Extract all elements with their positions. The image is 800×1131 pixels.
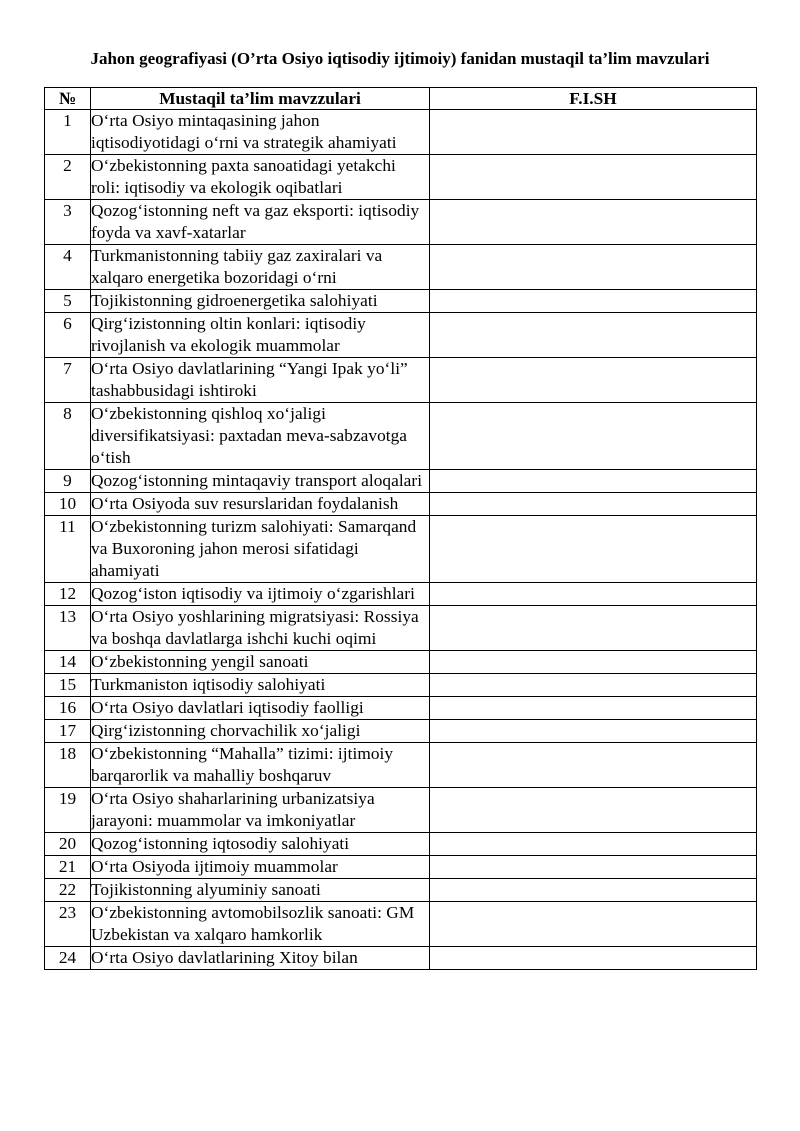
row-topic: O‘zbekistonning turizm salohiyati: Samarqand va Buxoroning jahon merosi sifatidagi ahamiyati [91,516,430,583]
header-topic: Mustaqil ta’lim mavzzulari [91,88,430,110]
table-row [45,720,757,743]
table-row [45,200,757,245]
table-row [45,651,757,674]
row-number: 11 [45,516,91,583]
row-topic: Qozog‘iston iqtisodiy va ijtimoiy o‘zgarishlari [91,583,430,606]
table-row [45,674,757,697]
table-row [45,743,757,788]
row-number: 23 [45,902,91,947]
row-name-cell[interactable] [430,788,757,833]
row-number: 14 [45,651,91,674]
row-number: 3 [45,200,91,245]
row-topic: O‘zbekistonning qishloq xo‘jaligi diversifikatsiyasi: paxtadan meva-sabzavotga o‘tish [91,403,430,470]
row-number: 13 [45,606,91,651]
row-topic: Qirg‘izistonning oltin konlari: iqtisodiy rivojlanish va ekologik muammolar [91,313,430,358]
document-title: Jahon geografiyasi (O’rta Osiyo iqtisodiy ijtimoiy) fanidan mustaqil ta’lim mavzulari [90,49,710,68]
row-name-cell[interactable] [430,651,757,674]
table-body [45,110,757,970]
row-name-cell[interactable] [430,856,757,879]
table-row [45,833,757,856]
table-row [45,902,757,947]
row-topic: Tojikistonning gidroenergetika salohiyati [91,290,430,313]
row-topic: Tojikistonning alyuminiy sanoati [91,879,430,902]
row-name-cell[interactable] [430,200,757,245]
row-number: 15 [45,674,91,697]
row-number: 10 [45,493,91,516]
table-row [45,403,757,470]
row-name-cell[interactable] [430,290,757,313]
row-name-cell[interactable] [430,155,757,200]
row-number: 21 [45,856,91,879]
row-name-cell[interactable] [430,902,757,947]
table-row [45,313,757,358]
row-topic: Qozog‘istonning mintaqaviy transport aloqalari [91,470,430,493]
table-row [45,155,757,200]
row-name-cell[interactable] [430,720,757,743]
row-topic: Qozog‘istonning iqtosodiy salohiyati [91,833,430,856]
row-topic: Qozog‘istonning neft va gaz eksporti: iqtisodiy foyda va xavf-xatarlar [91,200,430,245]
header-number: № [45,88,91,110]
row-name-cell[interactable] [430,516,757,583]
row-name-cell[interactable] [430,313,757,358]
row-topic: O‘rta Osiyo mintaqasining jahon iqtisodiyotidagi o‘rni va strategik ahamiyati [91,110,430,155]
row-topic: O‘rta Osiyo davlatlarining “Yangi Ipak yo‘li” tashabbusidagi ishtiroki [91,358,430,403]
row-name-cell[interactable] [430,606,757,651]
row-number: 22 [45,879,91,902]
table-row [45,879,757,902]
topics-table [44,87,757,970]
row-number: 19 [45,788,91,833]
row-name-cell[interactable] [430,583,757,606]
row-topic: Qirg‘izistonning chorvachilik xo‘jaligi [91,720,430,743]
table-row [45,493,757,516]
row-topic: O‘zbekistonning paxta sanoatidagi yetakchi roli: iqtisodiy va ekologik oqibatlari [91,155,430,200]
row-topic: O‘rta Osiyoda suv resurslaridan foydalanish [91,493,430,516]
row-name-cell[interactable] [430,470,757,493]
row-topic: O‘rta Osiyo davlatlarining Xitoy bilan [91,947,430,970]
row-topic: O‘zbekistonning “Mahalla” tizimi: ijtimoiy barqarorlik va mahalliy boshqaruv [91,743,430,788]
row-topic: O‘rta Osiyo yoshlarining migratsiyasi: Rossiya va boshqa davlatlarga ishchi kuchi oqimi [91,606,430,651]
table-row [45,606,757,651]
row-number: 24 [45,947,91,970]
row-topic: O‘zbekistonning yengil sanoati [91,651,430,674]
row-number: 18 [45,743,91,788]
row-number: 20 [45,833,91,856]
table-row [45,516,757,583]
row-number: 5 [45,290,91,313]
row-name-cell[interactable] [430,833,757,856]
table-row [45,470,757,493]
row-topic: O‘rta Osiyoda ijtimoiy muammolar [91,856,430,879]
row-number: 9 [45,470,91,493]
row-name-cell[interactable] [430,493,757,516]
row-name-cell[interactable] [430,697,757,720]
table-row [45,697,757,720]
table-row [45,947,757,970]
table-row [45,290,757,313]
table-row [45,788,757,833]
row-topic: O‘rta Osiyo davlatlari iqtisodiy faolligi [91,697,430,720]
row-name-cell[interactable] [430,245,757,290]
row-number: 1 [45,110,91,155]
row-name-cell[interactable] [430,743,757,788]
row-topic: Turkmanistonning tabiiy gaz zaxiralari va xalqaro energetika bozoridagi o‘rni [91,245,430,290]
row-name-cell[interactable] [430,110,757,155]
header-name: F.I.SH [430,88,757,110]
table-row [45,110,757,155]
row-number: 4 [45,245,91,290]
row-name-cell[interactable] [430,947,757,970]
row-topic: O‘rta Osiyo shaharlarining urbanizatsiya jarayoni: muammolar va imkoniyatlar [91,788,430,833]
row-topic: Turkmaniston iqtisodiy salohiyati [91,674,430,697]
table-row [45,245,757,290]
row-number: 16 [45,697,91,720]
table-header-row [45,88,757,110]
table-row [45,583,757,606]
table-row [45,358,757,403]
row-name-cell[interactable] [430,879,757,902]
row-number: 7 [45,358,91,403]
row-number: 17 [45,720,91,743]
row-name-cell[interactable] [430,403,757,470]
row-number: 12 [45,583,91,606]
table-row [45,856,757,879]
row-name-cell[interactable] [430,674,757,697]
row-number: 8 [45,403,91,470]
row-number: 2 [45,155,91,200]
row-name-cell[interactable] [430,358,757,403]
row-number: 6 [45,313,91,358]
row-topic: O‘zbekistonning avtomobilsozlik sanoati: GM Uzbekistan va xalqaro hamkorlik [91,902,430,947]
